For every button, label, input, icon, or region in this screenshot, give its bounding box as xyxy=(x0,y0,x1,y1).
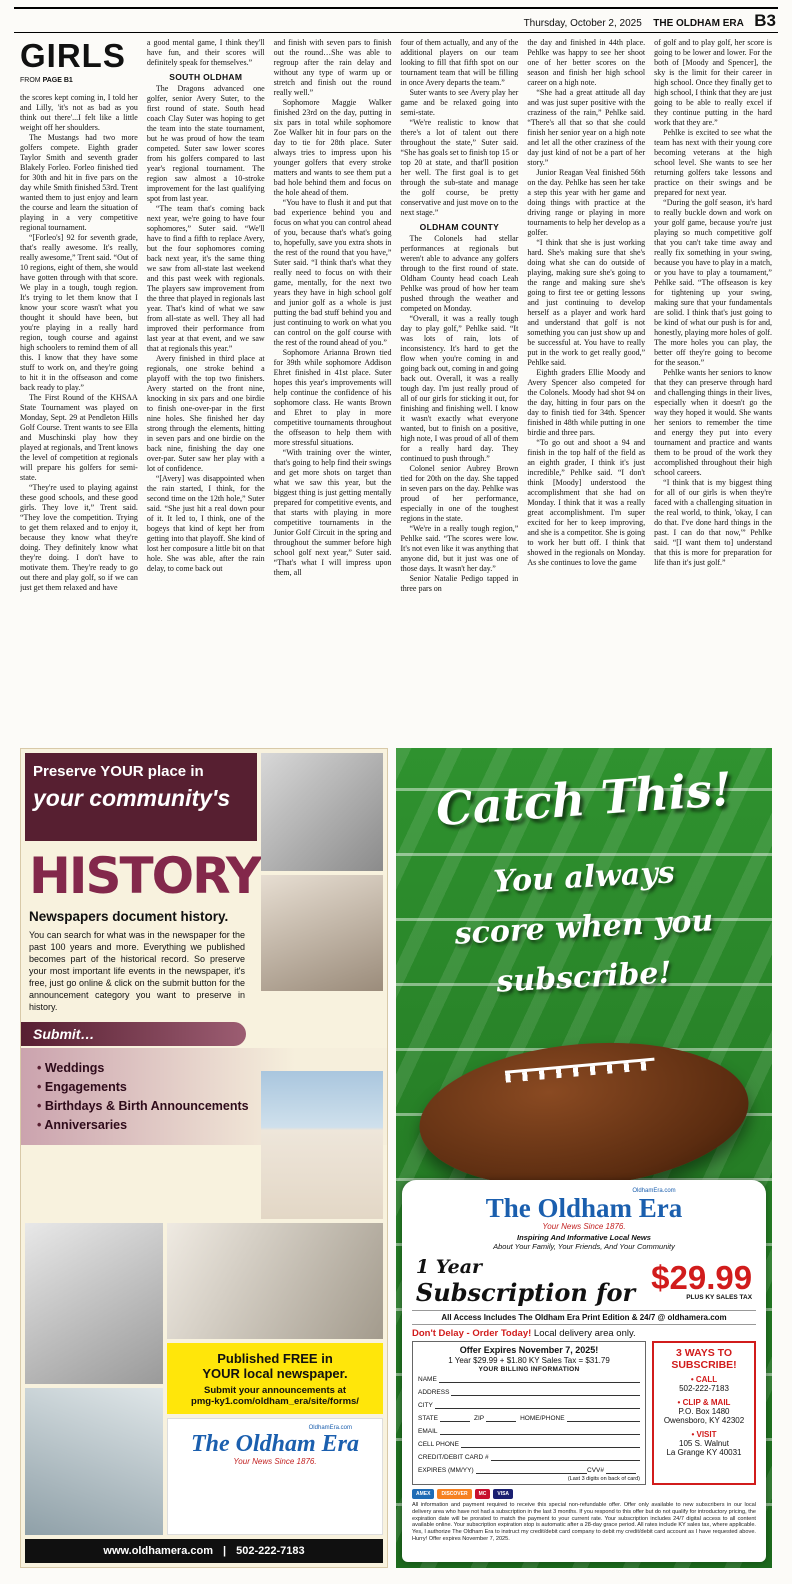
script-line-1: You always xyxy=(492,855,676,900)
continued-from xyxy=(20,76,138,86)
article-paragraph: the day and finished in 44th place. Pehlke was happy to see her shoot one of her better scores on the season and finish her high school career on a high note. xyxy=(527,38,646,87)
article-paragraph: of golf and to play golf, her score is going to be lower and lower. For the both of [Moody and Spencer], the sky is the limit for their career in high school. Once they finally get to high school, I think that they are just going to be able to really excel if they continue putting in the hard work that they are.” xyxy=(654,38,772,127)
from-page: PAGE B1 xyxy=(42,77,73,84)
catch-this-headline: Catch This! xyxy=(434,761,734,837)
script-line-3: subscribe! xyxy=(495,955,673,1000)
article-paragraph: “You have to flush it and put that bad experience behind you and focus on what you can control ahead of you, because that's what's going to, hopefully, save you extra shots in the rest of the round that you have,” Suter said. “I think that's what they really need to focus on with their game, mentally, for the next two years they have in high school golf and junior golf as a whole is just putting the bad stuff behind you and just continuing to work on what you can control on the golf course with the rest of the round ahead of you.” xyxy=(273,198,392,347)
ad-tagline-1: Inspiring And Informative Local News xyxy=(517,1233,651,1242)
form-row-address xyxy=(418,1389,640,1396)
header-rule xyxy=(14,32,778,33)
amex-card-icon: AMEX xyxy=(412,1489,434,1499)
article-paragraph: “The team that's coming back next year, we're going to have four sophomores,” Suter said. “We'll have to find a fifth to replace Avery, but the four sophomores coming back next year, it's the same thing we saw from all-state last weekend and this past week with regionals. The players saw improvement from the three that played in regionals last year. That's kind of what we saw from all-state as well. They all had improved their performance from last year at that event, and we saw that at regionals this year.” xyxy=(146,204,265,353)
article-column-2 xyxy=(147,38,265,742)
advertisements-row xyxy=(20,748,772,1568)
form-row-card xyxy=(418,1454,640,1461)
article-paragraph: Pehlke is excited to see what the team has next with their young core becoming veterans at the high school level. She wants to see her returning golfers take lessons and practice on their swings and be prepared for next year. xyxy=(654,128,772,197)
order-today-line xyxy=(412,1328,756,1339)
visit-address-line-1: 105 S. Walnut xyxy=(679,1438,729,1448)
way-visit xyxy=(657,1430,751,1458)
email-field-line xyxy=(440,1428,640,1435)
card-number-label: CREDIT/DEBIT CARD # xyxy=(418,1454,489,1461)
visa-card-icon: VISA xyxy=(493,1489,513,1499)
form-row-city xyxy=(418,1402,640,1409)
state-label: STATE xyxy=(418,1415,438,1422)
billing-header: YOUR BILLING INFORMATION xyxy=(478,1366,580,1373)
article-paragraph: Sophomore Maggie Walker finished 23rd on the day, putting in six pars in total while sophomore Zoe Walker hit in four pars on the day to tie for 28th place. Suter always tries to impress upon his younger golfers that every stroke matters and wants to see them put a bad hole behind them and focus on the hole ahead of them. xyxy=(273,98,392,197)
history-ad-right-column xyxy=(167,1223,383,1535)
article-paragraph: Avery finished in third place at regionals, one stroke behind a playoff with the top two finishers. Avery started on the front nine, knocking in six pars and one birdie to finish one-over-par in the first nine holes. She finished her day strong through the elements, hitting in seven pars and one birdie on the back nine, finishing the day one over-par. Suter saw her play with a lot of confidence. xyxy=(146,354,265,473)
article-column-4 xyxy=(400,38,518,742)
oldham-era-logo-box xyxy=(167,1418,383,1535)
offer-subscription-for: Subscription for xyxy=(415,1278,636,1307)
cvv-field-line xyxy=(606,1467,636,1474)
address-label: ADDRESS xyxy=(418,1389,450,1396)
zip-label: ZIP xyxy=(473,1415,485,1422)
history-ad-banner xyxy=(25,753,257,841)
article-paragraph: The First Round of the KHSAA State Tournament was played on Monday, Sept. 29 at Pendleton Hills Golf Course. Trent wants to see Ella and Muschinski play how they played at regionals, and Trent knows the level of competition at regionals will prepare his golfers for semi-state. xyxy=(20,393,138,482)
fine-print: All information and payment required to receive this special non-refundable offer. Offer only available to new subscribers in our local delivery area who have not had a subscription in the last 3 months. If you respond to this offer but do not qualify for introductory pricing, the expiration date will be prorated to match the payment to your current rate. Your subscription includes 24/7 digital access to all content available online. Your subscription expiration stop is automatic after a 28-day grace period. All rates include KY sales tax, where applicable. Yes, I authorize The Oldham Era to instruct my credit/debit card company to debit my credit/debit card account as I have requested above. Hurry! Offer expires November 7, 2025. xyxy=(412,1502,756,1542)
article-column-5 xyxy=(527,38,645,742)
history-ad xyxy=(20,748,388,1568)
history-title: HISTORY xyxy=(29,847,261,905)
from-prefix: FROM xyxy=(20,77,41,84)
price-note: PLUS KY SALES TAX xyxy=(686,1294,753,1301)
offer-expires-line: Offer Expires November 7, 2025! xyxy=(459,1345,599,1355)
wedding-dance-photo xyxy=(167,1223,383,1339)
history-body-text: You can search for what was in the newspaper for the past 100 years and more. Everything we published becomes part of the historical record. So preserve your most important life events in the newspaper, it's free, just go online & click on the submit button for the announcement category you want to preserve in history. xyxy=(29,930,245,1012)
logo-url-small: OldhamEra.com xyxy=(308,1425,352,1431)
mail-address-line-2: Owensboro, KY 42302 xyxy=(663,1416,745,1425)
article-paragraph: Suter wants to see Avery play her game and be relaxed going into semi-state. xyxy=(400,88,519,117)
cell-field-line xyxy=(461,1441,640,1448)
couple-toast-photo xyxy=(261,875,383,991)
card-expires-label: EXPIRES (MM/YY) xyxy=(418,1467,474,1474)
baby-photo xyxy=(261,1071,383,1219)
article-paragraph: Colonel senior Aubrey Brown tied for 20th on the day. She tapped in seven pars on the day. Pehlke was proud of her performance, especially in one of the toughest regions in the state. xyxy=(400,464,519,523)
footer-phone: 502-222-7183 xyxy=(236,1545,305,1557)
article-paragraph: “Overall, it was a really tough day to play golf,” Pehlke said. “It was lots of rain, lots of inconsistency. It's hard to get the flow when you're coming in and going back out, coming in and going back out. Overall, it was a really tough day. I'm just really proud of all of our girls for sticking it out, for finishing and finishing well. I know it wasn't exactly what everyone wanted, but to finish on a positive, high note, I was proud of all of them for a really hard day. They continued to push through.” xyxy=(400,314,519,463)
zip-field-line xyxy=(486,1415,516,1422)
card-brand-icons xyxy=(412,1489,756,1499)
article-paragraph: Eighth graders Ellie Moody and Avery Spencer also competed for the Colonels. Moody had shot 94 on the day, hitting in four pars on the day to finish tied for 34th. Spencer finished in 48th while putting in one birdie and three pars. xyxy=(527,368,646,437)
banner-line-2: your community's xyxy=(33,785,231,811)
cell-phone-label: CELL PHONE xyxy=(418,1441,459,1448)
script-line-2: score when you xyxy=(453,903,715,952)
header-page-number: B3 xyxy=(754,11,776,30)
article-paragraph: The Colonels had stellar performances at regionals but weren't able to advance any golfers through to the first round of state. Oldham County head coach Leah Pehlke was proud of how her team pushed through the weather and competed on Monday. xyxy=(400,234,519,313)
phone-field-line xyxy=(567,1415,640,1422)
delivery-area-note: Local delivery area only. xyxy=(533,1328,636,1339)
all-access-note: All Access Includes The Oldham Era Print Edition & 24/7 @ oldhamera.com xyxy=(412,1310,756,1325)
state-field-line xyxy=(440,1415,470,1422)
article-paragraph: “With training over the winter, that's going to help find their swings and get more shots on target than what we saw this year, but the biggest thing is just getting mentally prepared for competitive events, and that starts with playing in more competitive tournaments in the Junior Golf Circuit in the spring and throughout the summer before high school golf next year,” Suter said. “That's what I will impress upon them, all xyxy=(273,448,392,577)
visit-label: • VISIT xyxy=(657,1430,751,1439)
article-paragraph: and finish with seven pars to finish out the round…She was able to regroup after the rain delay and without any type of warm up or stretch and finish out the round really well.” xyxy=(273,38,392,97)
article-column-6 xyxy=(654,38,772,742)
oldham-era-logo: The Oldham Era xyxy=(190,1431,360,1457)
article-paragraph: “We're in a really tough region,” Pehlke said. “The scores were low. It's not even like it was anything that anyone did, but it just was one of those days. It wasn't her day.” xyxy=(400,524,519,573)
article-paragraph: “During the golf season, it's hard to really buckle down and work on your golf game, because you're just playing so much competitive golf that you can't take time away and really fix something in your swing, because you have to play in a match, or you have to play a tournament,” Pehlke said. “The offseason is key for tightening up your swing, making sure that your fundamentals are solid. I think that's just going to be kind of what our push is for and, honestly, playing more holes of golf. The more holes you can play, the better off they're going to become for the season.” xyxy=(654,198,772,367)
article-subheading: OLDHAM COUNTY xyxy=(419,222,500,232)
cvv-note: (Last 3 digits on back of card) xyxy=(567,1476,640,1482)
history-headline: Newspapers document history. xyxy=(29,909,229,924)
offer-term: 1 Year xyxy=(415,1256,483,1278)
free-line-3: Submit your announcements at xyxy=(204,1385,346,1396)
article-paragraph: Junior Reagan Veal finished 56th on the day. Pehlke has seen her take a step this year with her game and doing things with practice at the driving range or playing in more tournaments to help her develop as a golfer. xyxy=(527,168,646,237)
football-laces xyxy=(505,1058,655,1083)
logo-tagline: Your News Since 1876. xyxy=(542,1222,626,1231)
article-paragraph: Senior Natalie Pedigo tapped in three pars on xyxy=(400,574,519,593)
history-ad-footer-bar xyxy=(25,1539,383,1563)
submit-label: Submit… xyxy=(33,1026,95,1042)
article-paragraph: a good mental game, I think they'll have fun, and their scores will definitely speak for themselves.” xyxy=(146,38,265,67)
address-field-line xyxy=(451,1389,640,1396)
free-line-2: YOUR local newspaper. xyxy=(202,1366,348,1381)
offer-row xyxy=(412,1256,756,1307)
football-image xyxy=(413,1030,754,1200)
beach-couple-photo xyxy=(25,1388,163,1535)
call-label: • CALL xyxy=(657,1375,751,1384)
footer-separator: | xyxy=(223,1545,227,1557)
discover-card-icon: DISCOVER xyxy=(437,1489,471,1499)
form-row-email xyxy=(418,1428,640,1435)
wedding-kiss-photo xyxy=(261,753,383,871)
name-label: NAME xyxy=(418,1376,437,1383)
article-paragraph: “I think that is my biggest thing for all of our girls is when they're faced with a challenging situation in the real world, to think, 'okay, I can do that. I've done hard things in the past. I can do that now,'” Pehlke said. “[I want them to] understand that this is more for preparation for life than it's just golf.” xyxy=(654,478,772,567)
list-item-anniversaries: • Anniversaries xyxy=(37,1118,253,1132)
city-field-line xyxy=(435,1402,640,1409)
way-clip-mail xyxy=(657,1398,751,1426)
page-header xyxy=(14,11,776,31)
article-paragraph: The Dragons advanced one golfer, senior Avery Suter, to the first round of state. South head coach Clay Suter was hoping to get the team into the state tournament, but he was proud of how the team competed. Suter saw lower scores from his golfers compared to last year's regional tournament. The region saw almost a 10-stroke improvement for the last qualifying spot from last year. xyxy=(146,84,265,203)
list-item-weddings: • Weddings xyxy=(37,1061,253,1075)
article-paragraph: the scores kept coming in, I told her and Lilly, 'it's not as bad as you think out there'...I felt like a little weight off her shoulders. xyxy=(20,93,138,132)
name-field-line xyxy=(439,1376,640,1383)
list-item-engagements: • Engagements xyxy=(37,1080,253,1094)
logo-tagline: Your News Since 1876. xyxy=(233,1457,317,1466)
section-head xyxy=(20,38,138,86)
article-paragraph: “They're used to playing against these good schools, and these good girls. They love it,” Trent said. “They love the competition. Trying to get them relaxed and to enjoy it, because they know what they're doing. They definitely know what they're doing. I don't have to motivate them. They're ready to go out there and play golf, so if we can just get them relaxed and have xyxy=(20,483,138,592)
home-phone-label: HOME/PHONE xyxy=(520,1415,565,1422)
article-body xyxy=(20,38,772,742)
article-subheading: SOUTH OLDHAM xyxy=(169,72,243,82)
way-call xyxy=(657,1375,751,1394)
price-math-line: 1 Year $29.99 + $1.80 KY Sales Tax = $31.79 xyxy=(448,1356,610,1365)
price: $29.99 xyxy=(651,1259,753,1296)
email-label: EMAIL xyxy=(418,1428,438,1435)
call-phone: 502-222-7183 xyxy=(679,1384,729,1393)
card-field-line xyxy=(491,1454,640,1461)
header-paper-name: THE OLDHAM ERA xyxy=(653,18,744,29)
article-paragraph: “I think that she is just working hard. She's making sure that she's doing what she can do outside of playing, making sure she's going to the range and making sure she's going to first tee or getting lessons and just continuing to develop herself as a player and work hard and understand that golf is not something you can just show up and be successful at. You have to really put in the work to get really good,” Pehlke said. xyxy=(527,238,646,367)
header-date: Thursday, October 2, 2025 xyxy=(523,18,642,29)
form-row-expires-cvv xyxy=(418,1467,640,1474)
city-label: CITY xyxy=(418,1402,433,1409)
form-row-name xyxy=(418,1376,640,1383)
ad-tagline-2: About Your Family, Your Friends, And Your Community xyxy=(493,1242,675,1251)
article-paragraph: The Mustangs had two more golfers compete. Eighth grader Taylor Smith and seventh grader Blakely Forleo. Forleo finished tied for 30th and hit in five pars on the day while Smith finished 53rd. Trent wanted them to just enjoy and learn the course and learn the situation of playing in a very competitive regional tournament. xyxy=(20,133,138,232)
mastercard-icon: MC xyxy=(475,1489,491,1499)
mail-address-line-1: P.O. Box 1480 xyxy=(678,1406,730,1416)
section-title: GIRLS xyxy=(20,38,126,74)
logo-url-small: OldhamEra.com xyxy=(632,1188,676,1194)
article-paragraph: Pehlke wants her seniors to know that they can preserve through hard and challenging things in their lives, especially when it doesn't go the way they hoped it would. She wants her seniors to remember the time and energy they put into every tournament and practice and wants them to be proud of the work they accomplished throughout their high school careers. xyxy=(654,368,772,477)
expires-field-line xyxy=(476,1467,587,1474)
list-item-birthdays: • Birthdays & Birth Announcements xyxy=(37,1099,253,1113)
order-today-text: Don't Delay - Order Today! xyxy=(412,1328,532,1339)
footer-website: www.oldhamera.com xyxy=(103,1545,214,1557)
three-ways-box xyxy=(652,1341,756,1485)
article-paragraph: “[Avery] was disappointed when the rain started, I think, for the second time on the 12th hole,” Suter said. “She just hit a real down pour of it. It led to, I think, one of the bogeys that kind of kept her from getting into that playoff. She kind of lost her composure a little bit on that hole. She was able, after the rain delay, to come back out xyxy=(146,474,265,573)
free-line-1: Published FREE in xyxy=(217,1351,333,1366)
bride-groom-photo xyxy=(25,1223,163,1384)
published-free-box xyxy=(167,1343,383,1414)
cvv-label: CVV# xyxy=(587,1467,604,1474)
clip-mail-label: • CLIP & MAIL xyxy=(657,1398,751,1407)
oldham-era-logo: The Oldham Era xyxy=(485,1193,683,1223)
offer-text xyxy=(416,1256,635,1307)
submit-ribbon xyxy=(21,1022,246,1046)
article-paragraph: “To go out and shoot a 94 and finish in the top half of the field as an eighth grader, I think it's just incredible,” Pehlke said. “I don't think [Moody] understood the accomplishment that she had on Monday. I think that it was a really great accomplishment. I'm super excited for her to keep improving, and she is a competitor. She is going to work her butt off. I think that showed in the regionals on Monday. As she continues to love the game xyxy=(527,438,646,567)
article-paragraph: four of them actually, and any of the additional players on our team looking to fill that fifth spot on our tournament team that will be filling in once Avery departs the team.” xyxy=(400,38,519,87)
subscription-ad xyxy=(396,748,772,1568)
submission-url: pmg-ky1.com/oldham_era/site/forms/ xyxy=(191,1396,359,1407)
visit-address-line-2: La Grange KY 40031 xyxy=(666,1448,742,1457)
article-paragraph: “We're realistic to know that there's a lot of talent out there throughout the state,” Suter said. “She has goals set to finish top 15 or top 20 at state, and that'll position her well. The first goal is to get through the sub-state and manage the golf course, be pretty conservative and just move on to the next stage.” xyxy=(400,118,519,217)
form-and-ways-row xyxy=(412,1341,756,1485)
top-rule xyxy=(14,7,778,9)
ways-title: 3 WAYS TO SUBSCRIBE! xyxy=(671,1347,737,1371)
article-column-3 xyxy=(274,38,392,742)
article-paragraph: “She had a great attitude all day and was just super positive with the craziness of the rain,” Pehlke said. “There's all that so that she could finish her senior year on a high note and let all the other craziness of the day just kind of not be a part of her story.” xyxy=(527,88,646,167)
history-ad-bottom xyxy=(25,1223,383,1535)
billing-form-box xyxy=(412,1341,646,1485)
article-paragraph: Sophomore Arianna Brown tied for 39th while sophomore Addison Ehret finished in 41st place. Suter hopes this year's improvements will help continue the confidence of his sophomore class. He wants Brown and Ehret to play in more competitive tournaments throughout the offseason to help them with more stressful situations. xyxy=(273,348,392,447)
article-column-1 xyxy=(20,38,138,742)
banner-line-1: Preserve YOUR place in xyxy=(33,763,204,780)
form-row-state-zip-phone xyxy=(418,1415,640,1422)
subscription-panel xyxy=(402,1180,766,1562)
form-row-cell xyxy=(418,1441,640,1448)
article-paragraph: “[Forleo's] 92 for seventh grade, that's really awesome. It's really, really awesome,” Trent said. “Out of 10 regions, eight of them, she would have gotten through with that score. We play in a tough, tough region. It's trying to let them know that I know your score wasn't what you thought it should have been, but you're playing in a really hard region, tough course and against high schoolers to remind them of all this. I know that they have some stuff to work on, and they're going to hit it in the offseason and come back ready to play.” xyxy=(20,233,138,392)
photo-column xyxy=(25,1223,163,1535)
offer-price-block xyxy=(651,1259,753,1301)
